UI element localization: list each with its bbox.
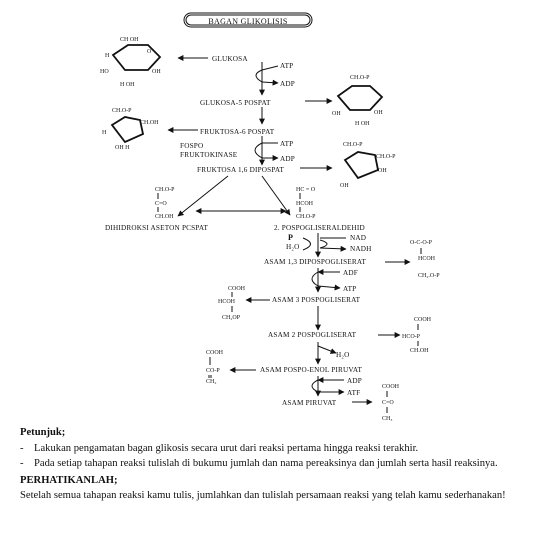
svg-text:C=O: C=O xyxy=(155,201,167,207)
label-adp-2: ADP xyxy=(280,155,295,163)
svg-text:HC = O: HC = O xyxy=(296,187,316,193)
svg-text:CH.OH: CH.OH xyxy=(410,348,429,354)
node-dihidroksi-aseton-pospat: DIHIDROKSI ASETON PCSPAT xyxy=(105,224,209,232)
dihidroksi-structure xyxy=(155,187,175,220)
svg-text:COOH: COOH xyxy=(206,350,224,356)
svg-text:OH H: OH H xyxy=(115,145,130,151)
svg-text:CH.O-P: CH.O-P xyxy=(350,75,370,81)
f16dp-structure xyxy=(340,142,396,189)
svg-text:H OH: H OH xyxy=(120,82,135,88)
node-asam-piruvat: ASAM PIRUVAT xyxy=(282,399,337,407)
node-asam-pospo-enol-piruvat: ASAM POSPO-ENOL PIRUVAT xyxy=(260,366,363,374)
svg-text:H: H xyxy=(105,53,110,59)
label-atp-1: ATP xyxy=(280,62,294,70)
glucose-structure xyxy=(100,37,161,88)
piruvat-structure xyxy=(382,384,400,422)
svg-text:HO: HO xyxy=(100,69,109,75)
svg-text:HCOH: HCOH xyxy=(296,201,314,207)
bullet-dash: - xyxy=(20,458,24,469)
bullet-dash: - xyxy=(20,443,24,454)
label-nad: NAD xyxy=(350,234,367,242)
arrow-to-dihidroksi xyxy=(178,176,228,216)
svg-text:H: H xyxy=(102,130,107,136)
svg-text:CH OH: CH OH xyxy=(120,37,139,43)
svg-text:CH.O-P: CH.O-P xyxy=(296,214,316,220)
pep-structure xyxy=(206,350,224,385)
enzyme-label-line2: FRUKTOKINASE xyxy=(180,151,238,159)
atp-adp-curve-1 xyxy=(256,70,262,82)
diagram-title: BAGAN GLIKOLISIS xyxy=(208,17,288,26)
enzyme-label-line1: FOSPO xyxy=(180,142,204,150)
instruction-item xyxy=(20,442,520,456)
arrow-to-gliseraldehid xyxy=(262,176,290,215)
g6p-structure xyxy=(332,75,383,127)
node-asam-3-pospogliserat: ASAM 3 POSPOGLISERAT xyxy=(272,296,361,304)
svg-text:CH.OH: CH.OH xyxy=(155,214,174,220)
svg-text:CH.O-P: CH.O-P xyxy=(155,187,175,193)
svg-text:OH: OH xyxy=(340,183,349,189)
svg-text:CH.O-P: CH.O-P xyxy=(343,142,363,148)
asam2-structure xyxy=(402,317,432,354)
svg-text:OH: OH xyxy=(378,168,387,174)
svg-text:CH₂.O-P: CH₂.O-P xyxy=(418,273,440,279)
label-adp-1: ADP xyxy=(280,80,295,88)
svg-text:CH.OH: CH.OH xyxy=(140,120,159,126)
svg-text:HCO-P: HCO-P xyxy=(402,334,421,340)
node-asam-13-dipospogliserat: ASAM 1,3 DIPOSPOGLISERAT xyxy=(264,258,367,266)
svg-text:COOH: COOH xyxy=(414,317,432,323)
attention-heading: PERHATIKANLAH; xyxy=(20,475,118,486)
svg-text:O: O xyxy=(147,49,152,55)
final-note: Setelah semua tahapan reaksi kamu tulis, jumlahkan dan tulislah persamaan reaksi yang telah kamu sederhanakan! xyxy=(20,490,506,501)
asam13-structure xyxy=(410,240,440,279)
diagram-title-box xyxy=(184,13,312,27)
label-h2o-1: H₂O xyxy=(286,243,300,251)
svg-text:COOH: COOH xyxy=(228,286,246,292)
node-fruktosa-6-pospat: FRUKTOSA-6 POSPAT xyxy=(200,128,275,136)
label-atp-4: ATF xyxy=(347,389,361,397)
svg-text:OH: OH xyxy=(374,110,383,116)
svg-text:COOH: COOH xyxy=(382,384,400,390)
label-adp-4: ADP xyxy=(347,377,362,385)
asam3-structure xyxy=(218,286,246,321)
svg-text:C=O: C=O xyxy=(382,400,394,406)
instruction-item xyxy=(20,457,520,471)
svg-text:OH: OH xyxy=(152,69,161,75)
svg-text:O-C-O-P: O-C-O-P xyxy=(410,240,432,246)
atp-adp-curve-2 xyxy=(255,143,262,158)
label-adp-3: ADF xyxy=(343,269,358,277)
node-fruktosa-16-dipospat: FRUKTOSA 1,6 DIPOSPAT xyxy=(197,166,285,174)
gliseraldehid-structure xyxy=(296,187,316,220)
svg-text:H OH: H OH xyxy=(355,121,370,127)
label-atp-3: ATP xyxy=(343,285,357,293)
svg-text:CH₂OP: CH₂OP xyxy=(222,315,241,321)
node-glukosa: GLUKOSA xyxy=(212,55,248,63)
svg-text:CO-P: CO-P xyxy=(206,368,220,374)
svg-text:HCOH: HCOH xyxy=(418,256,436,262)
instruction-text: Lakukan pengamatan bagan glikosis secara urut dari reaksi pertama hingga reaksi terakhir. xyxy=(34,443,419,454)
label-atp-2: ATP xyxy=(280,140,294,148)
svg-text:CH₃: CH₃ xyxy=(382,416,393,422)
instruction-text: Pada setiap tahapan reaksi tulislah di bukumu jumlah dan nama pereaksinya dan jumlah serta hasil reaksinya. xyxy=(34,458,498,469)
label-h2o-2: H₂O xyxy=(336,351,350,359)
instructions-section xyxy=(20,426,520,503)
node-glukosa-6-pospat: GLUKOSA-5 POSPAT xyxy=(200,99,271,107)
svg-text:HCOH: HCOH xyxy=(218,299,236,305)
svg-text:CH.O-P: CH.O-P xyxy=(112,108,132,114)
f6p-structure xyxy=(102,108,159,151)
node-asam-2-pospogliserat: ASAM 2 POSPOGLISERAT xyxy=(268,331,357,339)
label-p: P xyxy=(288,233,294,242)
svg-text:OH: OH xyxy=(332,111,341,117)
svg-text:CH₂: CH₂ xyxy=(206,379,217,385)
label-nadh: NADH xyxy=(350,245,372,253)
svg-text:CH.O-P: CH.O-P xyxy=(376,154,396,160)
node-pospogliseraldehid: 2. POSPOGLISERALDEHID xyxy=(274,224,365,232)
instructions-heading: Petunjuk; xyxy=(20,427,66,438)
